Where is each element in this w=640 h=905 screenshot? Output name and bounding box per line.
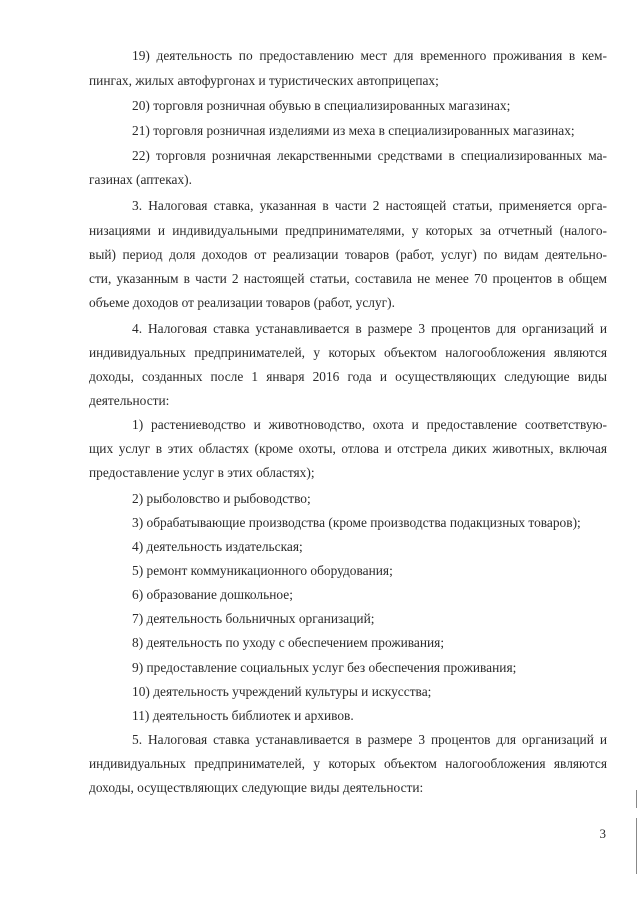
scan-edge-mark xyxy=(636,818,637,874)
text-line: предоставление услуг в этих областях); xyxy=(89,465,315,480)
text-line: 3) обрабатывающие производства (кроме производства подакцизных товаров); xyxy=(132,515,581,530)
text-line: 21) торговля розничная изделиями из меха в специализированных магазинах; xyxy=(132,123,575,138)
text-line: 3. Налоговая ставка, указанная в части 2 настоящей статьи, применяется орга- xyxy=(132,198,607,213)
text-line: 5. Налоговая ставка устанавливается в размере 3 процентов для организаций и xyxy=(132,732,607,747)
text-line: 10) деятельность учреждений культуры и искусства; xyxy=(132,684,432,699)
text-line: 8) деятельность по уходу с обеспечением проживания; xyxy=(132,635,445,650)
text-line: сти, указанным в части 2 настоящей статьи, составила не менее 70 процентов в общем xyxy=(89,271,607,286)
text-line: доходы, созданных после 1 января 2016 года и осуществляющих следующие виды xyxy=(89,369,607,384)
text-line: 2) рыболовство и рыбоводство; xyxy=(132,491,311,506)
text-line: вый) период доля доходов от реализации товаров (работ, услуг) по видам деятельно- xyxy=(89,247,607,262)
scan-edge-mark xyxy=(636,790,637,808)
text-line: низациями и индивидуальными предпринимателями, у которых за отчетный (налого- xyxy=(89,223,607,238)
text-line: 5) ремонт коммуникационного оборудования; xyxy=(132,563,393,578)
text-line: 4) деятельность издательская; xyxy=(132,539,303,554)
text-line: пингах, жилых автофургонах и туристических автоприцепах; xyxy=(89,73,439,88)
text-line: доходы, осуществляющих следующие виды деятельности: xyxy=(89,780,424,795)
text-line: деятельности: xyxy=(89,393,170,408)
text-line: 19) деятельность по предоставлению мест для временного проживания в кем- xyxy=(132,48,607,63)
page-number: 3 xyxy=(599,826,606,841)
text-line: 6) образование дошкольное; xyxy=(132,587,293,602)
text-line: 7) деятельность больничных организаций; xyxy=(132,611,375,626)
text-line: 1) растениеводство и животноводство, охота и предоставление соответствую- xyxy=(132,417,607,432)
text-line: 20) торговля розничная обувью в специализированных магазинах; xyxy=(132,98,511,113)
text-line: 22) торговля розничная лекарственными средствами в специализированных ма- xyxy=(132,148,607,163)
text-line: щих услуг в этих областях (кроме охоты, отлова и отстрела диких животных, включая xyxy=(89,441,607,456)
text-line: индивидуальных предпринимателей, у которых объектом налогообложения являются xyxy=(89,756,607,771)
text-line: 11) деятельность библиотек и архивов. xyxy=(132,708,354,723)
text-line: объеме доходов от реализации товаров (работ, услуг). xyxy=(89,295,395,310)
text-line: газинах (аптеках). xyxy=(89,172,192,187)
text-line: индивидуальных предпринимателей, у которых объектом налогообложения являются xyxy=(89,345,607,360)
text-line: 4. Налоговая ставка устанавливается в размере 3 процентов для организаций и xyxy=(132,321,607,336)
text-line: 9) предоставление социальных услуг без обеспечения проживания; xyxy=(132,660,517,675)
